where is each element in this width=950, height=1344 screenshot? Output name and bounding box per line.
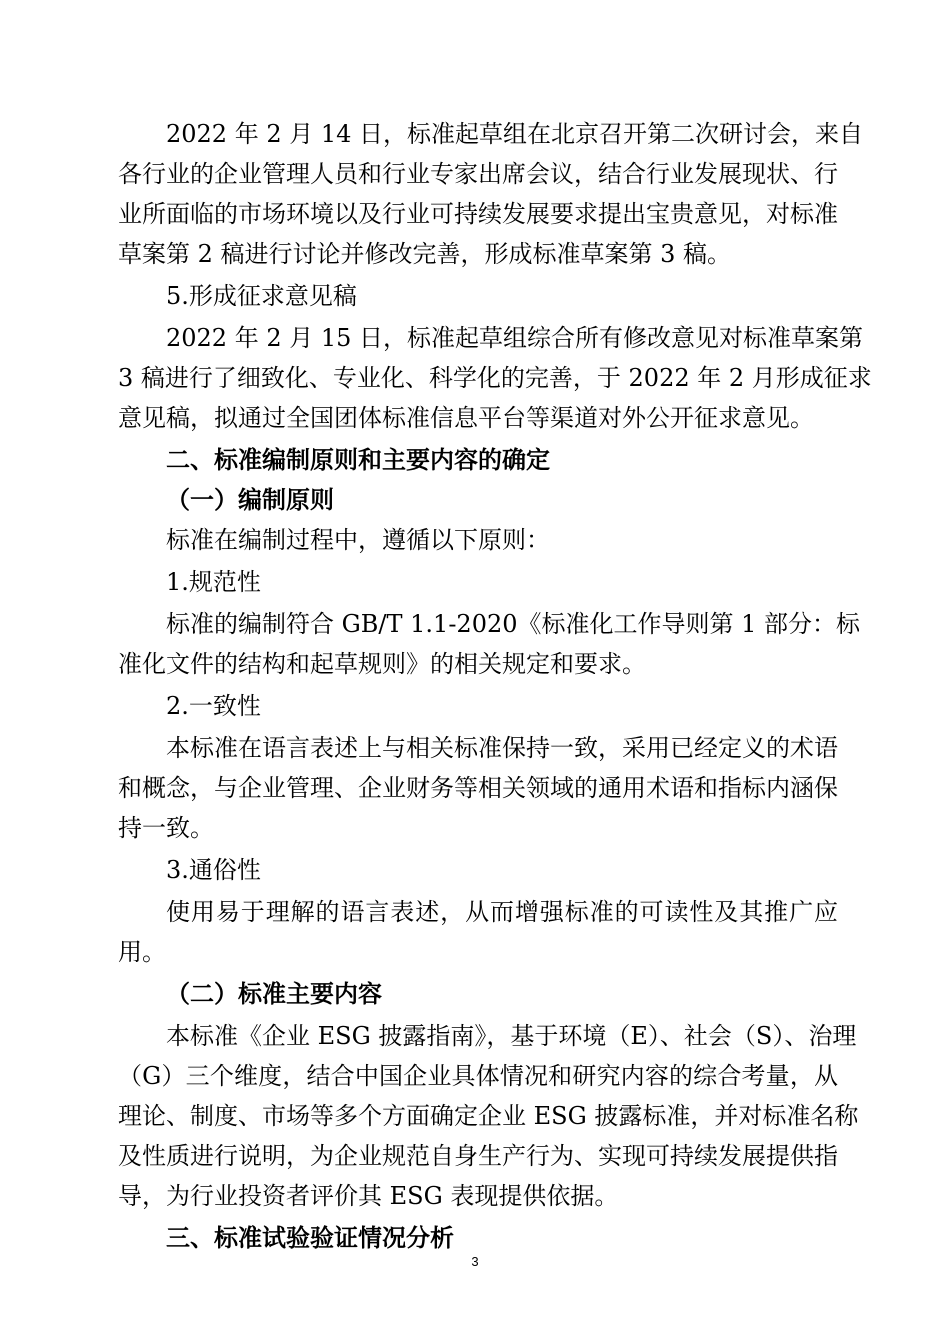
paragraph-line: 业所面临的市场环境以及行业可持续发展要求提出宝贵意见，对标准 [118, 200, 838, 228]
paragraph-line: 本标准《企业 ESG 披露指南》，基于环境（E）、社会（S）、治理 [166, 1022, 857, 1050]
paragraph-line: 2022 年 2 月 14 日，标准起草组在北京召开第二次研讨会，来自 [166, 120, 864, 148]
subsection-heading: 1.规范性 [166, 568, 261, 596]
paragraph-line: 意见稿，拟通过全国团体标准信息平台等渠道对外公开征求意见。 [118, 404, 814, 432]
paragraph-line: 2022 年 2 月 15 日，标准起草组综合所有修改意见对标准草案第 [166, 324, 864, 352]
section-heading: 三、标准试验验证情况分析 [166, 1224, 454, 1252]
paragraph-line: 和概念，与企业管理、企业财务等相关领域的通用术语和指标内涵保 [118, 774, 838, 802]
paragraph-line: 3 稿进行了细致化、专业化、科学化的完善，于 2022 年 2 月形成征求 [118, 364, 872, 392]
paragraph-line: 准化文件的结构和起草规则》的相关规定和要求。 [118, 650, 646, 678]
page-number: 3 [471, 1254, 479, 1269]
paragraph-line: 标准在编制过程中，遵循以下原则： [166, 526, 550, 554]
paragraph-line: 导，为行业投资者评价其 ESG 表现提供依据。 [118, 1182, 619, 1210]
paragraph-line: （G）三个维度，结合中国企业具体情况和研究内容的综合考量，从 [118, 1062, 838, 1090]
paragraph-line: 用。 [118, 938, 166, 966]
subsection-heading: （一）编制原则 [166, 486, 334, 514]
paragraph-line: 标准的编制符合 GB/T 1.1-2020《标准化工作导则第 1 部分：标 [166, 610, 861, 638]
paragraph-line: 理论、制度、市场等多个方面确定企业 ESG 披露标准，并对标准名称 [118, 1102, 859, 1130]
paragraph-line: 本标准在语言表述上与相关标准保持一致，采用已经定义的术语 [166, 734, 838, 762]
paragraph-line: 及性质进行说明，为企业规范自身生产行为、实现可持续发展提供指 [118, 1142, 838, 1170]
paragraph-line: 各行业的企业管理人员和行业专家出席会议，结合行业发展现状、行 [118, 160, 838, 188]
subsection-heading: （二）标准主要内容 [166, 980, 382, 1008]
subsection-heading: 3.通俗性 [166, 856, 261, 884]
subsection-heading: 2.一致性 [166, 692, 261, 720]
subsection-heading: 5.形成征求意见稿 [166, 282, 357, 310]
paragraph-line: 持一致。 [118, 814, 214, 842]
section-heading: 二、标准编制原则和主要内容的确定 [166, 446, 550, 474]
paragraph-line: 使用易于理解的语言表述，从而增强标准的可读性及其推广应 [166, 898, 838, 926]
paragraph-line: 草案第 2 稿进行讨论并修改完善，形成标准草案第 3 稿。 [118, 240, 732, 268]
